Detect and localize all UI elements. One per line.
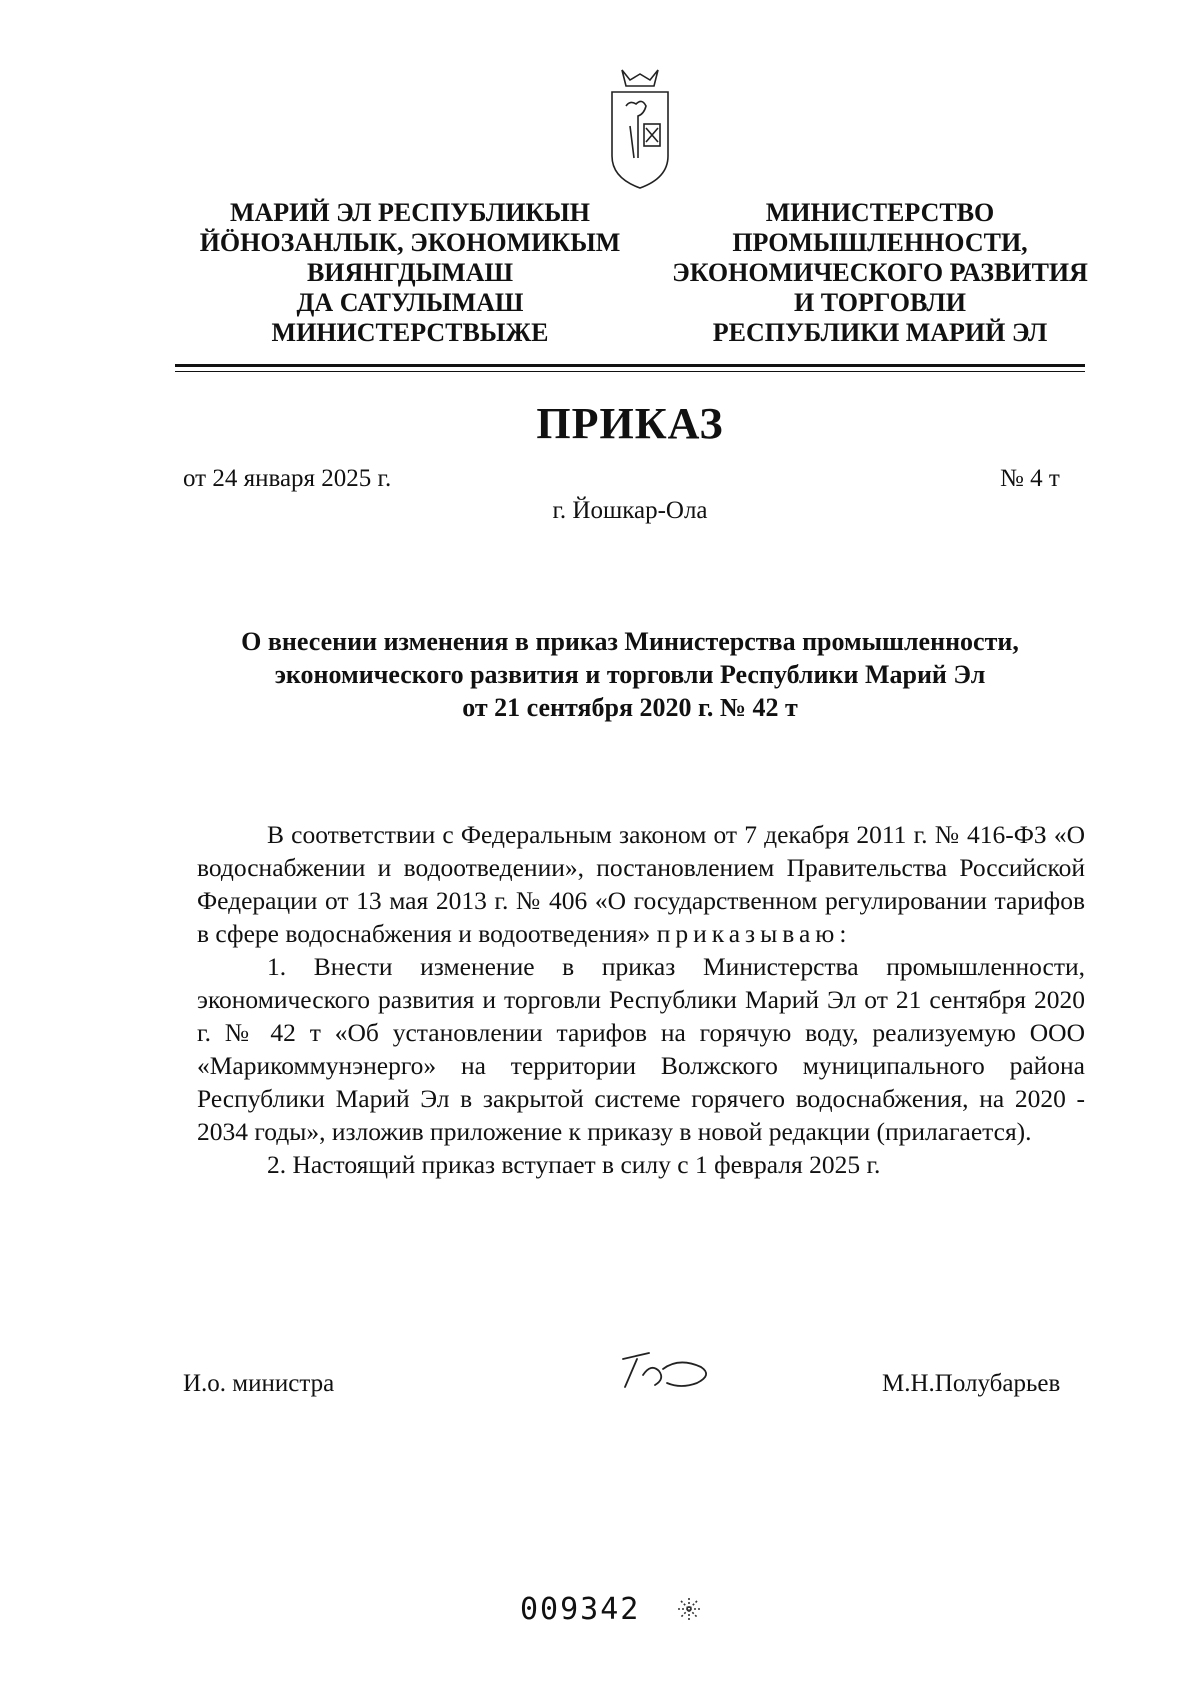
header-right-line: ЭКОНОМИЧЕСКОГО РАЗВИТИЯ <box>672 258 1088 287</box>
coat-of-arms-icon <box>600 66 680 196</box>
star-stamp-icon <box>676 1596 702 1622</box>
signature-icon <box>615 1345 725 1395</box>
header-left-line: ДА САТУЛЫМАШ <box>296 288 524 317</box>
document-subject <box>160 625 1100 724</box>
document-city: г. Йошкар-Ола <box>552 497 708 524</box>
document-number: № 4 т <box>1000 465 1060 492</box>
header-right-line: И ТОРГОВЛИ <box>794 288 966 317</box>
header-left-line: МАРИЙ ЭЛ РЕСПУБЛИКЫН <box>229 198 591 227</box>
signatory-name: М.Н.Полубарьев <box>882 1370 1061 1397</box>
signatory-role: И.о. министра <box>183 1370 335 1397</box>
header-left-line: ЙӦНОЗАНЛЫК, ЭКОНОМИКЫМ <box>199 228 621 257</box>
serial-number: 009342 <box>520 1592 641 1627</box>
header-right-block <box>665 198 1095 348</box>
header-left-line: МИНИСТЕРСТВЫЖЕ <box>271 318 549 347</box>
header-divider-thick <box>175 364 1085 367</box>
header-left-block <box>195 198 625 348</box>
subject-line: экономического развития и торговли Республики Марий Эл <box>274 660 986 689</box>
header-right-line: МИНИСТЕРСТВО <box>765 198 995 227</box>
document-type-title: ПРИКАЗ <box>536 399 724 448</box>
header-left-line: ВИЯНГДЫМАШ <box>306 258 514 287</box>
subject-line: О внесении изменения в приказ Министерства промышленности, <box>241 627 1019 656</box>
subject-line: от 21 сентября 2020 г. № 42 т <box>462 693 798 722</box>
document-body <box>197 818 1085 1181</box>
preamble-text: В соответствии с Федеральным законом от 7 декабря 2011 г. № 416-ФЗ «О водоснабжении и водоотведении», постановлением Правительства Российской Федерации от 13 мая 2013 г. № 406 «О государственном регулировании тарифов в сфере водоснабжения и водоотведения» <box>197 820 1085 948</box>
order-item-2: 2. Настоящий приказ вступает в силу с 1 февраля 2025 г. <box>267 1150 881 1179</box>
preamble-action: приказываю: <box>656 919 852 948</box>
document-date: от 24 января 2025 г. <box>183 465 392 492</box>
header-divider-thin <box>175 371 1085 372</box>
order-item-1: 1. Внести изменение в приказ Министерства промышленности, экономического развития и торговли Республики Марий Эл от 21 сентября 2020 г. № 42 т «Об установлении тарифов на горячую воду, реализуемую ООО «Марикоммунэнерго» на территории Волжского муниципального района Республики Марий Эл в закрытой системе горячего водоснабжения, на 2020 - 2034 годы», изложив приложение к приказу в новой редакции (прилагается). <box>197 952 1085 1146</box>
preamble-paragraph <box>197 818 1085 950</box>
header-right-line: ПРОМЫШЛЕННОСТИ, <box>732 228 1028 257</box>
header-right-line: РЕСПУБЛИКИ МАРИЙ ЭЛ <box>712 318 1048 347</box>
